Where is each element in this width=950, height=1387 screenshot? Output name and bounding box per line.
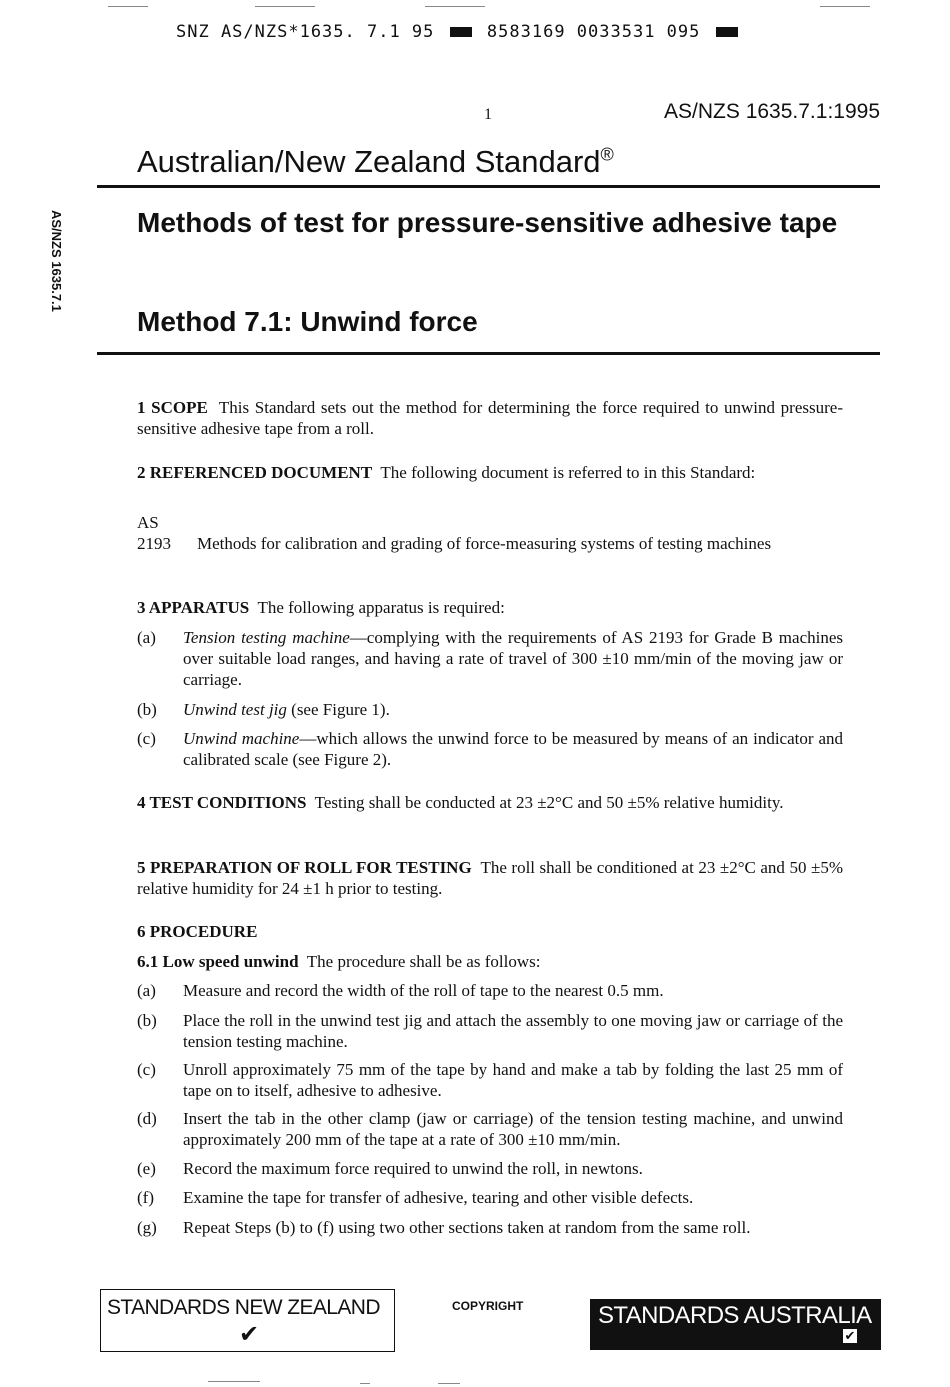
scan-header [176, 22, 742, 42]
document-title: Methods of test for pressure-sensitive adhesive tape [137, 207, 838, 238]
section-heading: 1 SCOPE [137, 398, 208, 417]
item-label: (c) [137, 729, 156, 748]
item-term: Tension testing machine [183, 628, 350, 647]
section-heading: 4 TEST CONDITIONS [137, 793, 307, 812]
section-text: The following document is referred to in this Standard: [380, 463, 756, 482]
standard-heading [137, 144, 614, 180]
section-text: The following apparatus is required: [257, 598, 505, 617]
procedure-subsection [137, 951, 843, 972]
scan-mark [438, 1383, 460, 1384]
item-text: (see Figure 1). [286, 700, 390, 719]
sa-logo-text: STANDARDS AUSTRALIA [598, 1302, 872, 1329]
standards-australia-logo [590, 1299, 881, 1350]
step-label: (b) [137, 1011, 157, 1030]
referenced-doc-title: Methods for calibration and grading of force-measuring systems of testing machines [197, 534, 772, 553]
scan-block-mark [450, 27, 472, 37]
top-rule [97, 185, 880, 188]
side-label: AS/NZS 1635.7.1 [49, 210, 64, 312]
step-text: Unroll approximately 75 mm of the tape by hand and make a tab by folding the last 25 mm of tape on to itself, adhesive to adhesive. [183, 1060, 843, 1100]
registered-mark: ® [600, 144, 614, 165]
page-number: 1 [484, 106, 492, 123]
standards-new-zealand-logo [100, 1289, 395, 1352]
section-test-conditions [137, 792, 843, 813]
subsection-text: The procedure shall be as follows: [306, 952, 541, 971]
step-label: (c) [137, 1060, 156, 1079]
scan-mark [208, 1381, 260, 1382]
section-referenced [137, 462, 843, 483]
step-text: Place the roll in the unwind test jig and attach the assembly to one moving jaw or carriage of the tension testing machine. [183, 1011, 843, 1051]
copyright-label: COPYRIGHT [452, 1299, 524, 1313]
subsection-heading: 6.1 Low speed unwind [137, 952, 299, 971]
title-rule [97, 352, 880, 355]
scan-mark [360, 1383, 370, 1384]
item-label: (a) [137, 628, 156, 647]
step-label: (a) [137, 981, 156, 1000]
item-label: (b) [137, 700, 157, 719]
snz-logo-text: STANDARDS NEW ZEALAND [107, 1296, 380, 1319]
snz-tick-icon: ✔ [239, 1321, 260, 1348]
scan-header-part1: SNZ AS/NZS*1635. 7.1 95 [176, 22, 435, 42]
step-label: (f) [137, 1188, 154, 1207]
step-label: (g) [137, 1218, 157, 1237]
scan-mark [425, 6, 485, 7]
standard-number: AS/NZS 1635.7.1:1995 [664, 100, 880, 123]
section-apparatus [137, 597, 843, 618]
standard-heading-text: Australian/New Zealand Standard [137, 144, 601, 179]
section-text: The roll shall be conditioned at 23 ±2°C and 50 ±5% relative humidity for 24 ±1 h prior to testing. [137, 858, 843, 898]
step-text: Examine the tape for transfer of adhesive, tearing and other visible defects. [183, 1188, 694, 1207]
section-text: Testing shall be conducted at 23 ±2°C and 50 ±5% relative humidity. [314, 793, 784, 812]
section-procedure-heading: 6 PROCEDURE [137, 922, 258, 941]
step-label: (d) [137, 1109, 157, 1128]
section-heading: 3 APPARATUS [137, 598, 250, 617]
item-text: —complying with the requirements of AS 2193 for Grade B machines over suitable load ranges, and having a rate of travel of 300 ±10 mm/min of the moving jaw or carriage. [183, 628, 844, 689]
scan-mark [108, 6, 148, 7]
sa-tick-icon: ✔ [844, 1328, 856, 1343]
section-heading: 2 REFERENCED DOCUMENT [137, 463, 373, 482]
section-text: This Standard sets out the method for determining the force required to unwind pressure-sensitive adhesive tape from a roll. [137, 398, 843, 438]
item-text: —which allows the unwind force to be measured by means of an indicator and calibrated scale (see Figure 2). [183, 729, 843, 769]
section-scope [137, 397, 843, 439]
method-title: Method 7.1: Unwind force [137, 306, 478, 337]
scan-block-mark [716, 27, 738, 37]
step-text: Measure and record the width of the roll of tape to the nearest 0.5 mm. [183, 981, 664, 1000]
step-label: (e) [137, 1159, 156, 1178]
scan-mark [255, 6, 315, 7]
section-preparation [137, 857, 843, 899]
referenced-doc-number: 2193 [137, 534, 171, 553]
item-term: Unwind machine [183, 729, 300, 748]
item-term: Unwind test jig [183, 700, 287, 719]
scan-header-part2: 8583169 0033531 095 [486, 22, 701, 42]
referenced-prefix: AS [137, 513, 159, 532]
step-text: Record the maximum force required to unwind the roll, in newtons. [183, 1159, 643, 1178]
step-text: Repeat Steps (b) to (f) using two other sections taken at random from the same roll. [183, 1218, 751, 1237]
section-heading: 5 PREPARATION OF ROLL FOR TESTING [137, 858, 472, 877]
step-text: Insert the tab in the other clamp (jaw or carriage) of the tension testing machine, and unwind approximately 200 mm of the tape at a rate of 300 ±10 mm/min. [183, 1109, 843, 1149]
scan-mark [820, 6, 870, 7]
